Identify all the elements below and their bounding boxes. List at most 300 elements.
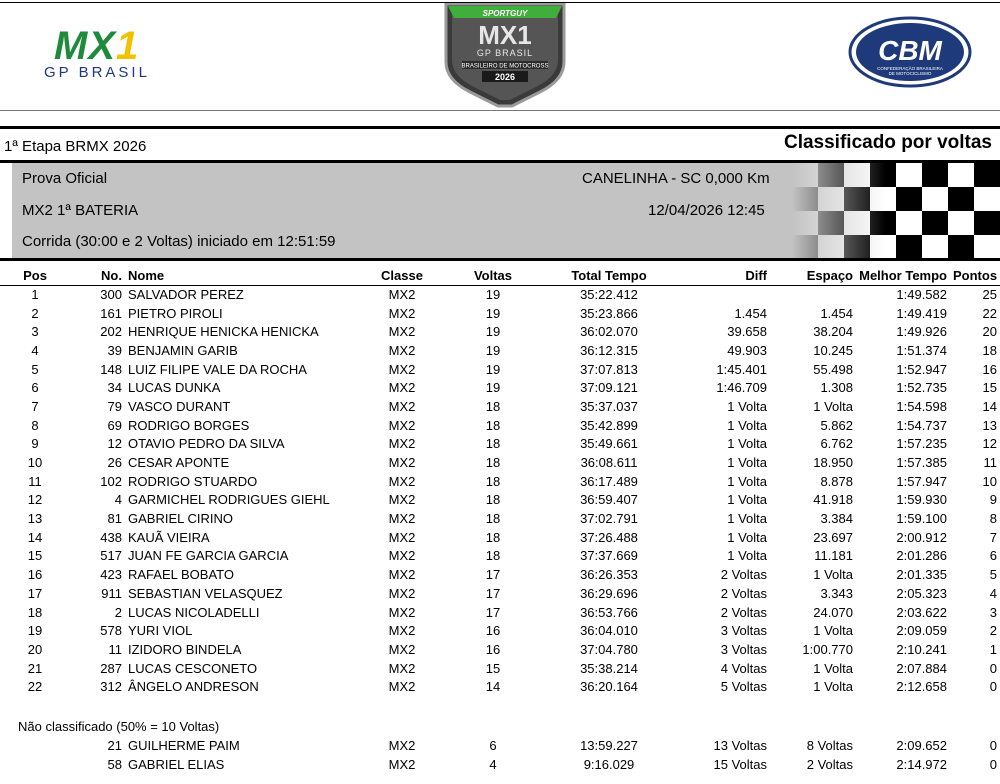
cell-class: MX2: [388, 361, 416, 377]
cell-diff: 3 Voltas: [720, 641, 767, 657]
cell-class: MX2: [388, 398, 416, 414]
cell-laps: 18: [485, 436, 501, 452]
cell-number: 148: [100, 361, 122, 377]
cell-class: MX2: [388, 305, 416, 321]
cell-points: 0: [989, 738, 997, 753]
column-header-best-time: Melhor Tempo: [856, 266, 950, 285]
cell-diff: 49.903: [727, 342, 767, 358]
cell-number: 58: [107, 757, 122, 772]
cell-total-time: 35:37.037: [580, 398, 638, 414]
cell-name: OTAVIO PEDRO DA SILVA: [128, 436, 285, 452]
cell-laps: 14: [485, 679, 501, 695]
cell-laps: 19: [485, 287, 501, 303]
cell-name: KAUÃ VIEIRA: [128, 529, 210, 545]
cell-pos: 2: [31, 305, 39, 321]
cell-total-time: 36:59.407: [580, 492, 638, 508]
cell-diff: 1 Volta: [727, 398, 767, 414]
logo-divider: [0, 110, 1000, 111]
cbm-logo-mark: CBM: [878, 35, 942, 66]
cell-best-time: 2:09.059: [896, 623, 947, 639]
cell-number: 300: [100, 287, 122, 303]
cell-best-time: 1:54.598: [896, 398, 947, 414]
cell-number: 4: [114, 492, 122, 508]
cell-diff: 2 Voltas: [720, 585, 767, 601]
cell-diff: 1 Volta: [727, 455, 767, 471]
cell-points: 12: [982, 436, 997, 452]
table-row: [0, 755, 1000, 774]
cbm-logo-caption2: DE MOTOCICLISMO: [888, 71, 932, 76]
cell-number: 423: [100, 567, 122, 583]
cell-number: 438: [100, 529, 122, 545]
cell-points: 11: [983, 455, 997, 471]
badge-line2-text: BRASILEIRO DE MOTOCROSS: [461, 63, 549, 70]
cell-diff: 1 Volta: [727, 529, 767, 545]
cell-laps: 15: [485, 660, 501, 676]
not-classified-body: [0, 736, 1000, 774]
band-bottom-rule: [0, 258, 1000, 261]
cell-diff: 1 Volta: [727, 436, 767, 452]
cbm-logo-caption1: CONFEDERAÇÃO BRASILEIRA: [877, 66, 943, 71]
cell-name: GARMICHEL RODRIGUES GIEHL: [128, 492, 330, 508]
table-row: [0, 584, 1000, 603]
cell-laps: 16: [485, 641, 501, 657]
table-row: [0, 397, 1000, 416]
cell-class: MX2: [388, 585, 416, 601]
cell-diff: 15 Voltas: [713, 757, 767, 772]
cell-laps: 16: [485, 623, 501, 639]
cell-laps: 18: [485, 417, 501, 433]
table-row: [0, 416, 1000, 435]
column-header-points: Pontos: [950, 266, 1000, 285]
cell-pos: 16: [27, 567, 43, 583]
cell-name: LUIZ FILIPE VALE DA ROCHA: [128, 361, 307, 377]
not-classified-label: Não classificado (50% = 10 Voltas): [18, 719, 220, 734]
cell-best-time: 2:01.286: [896, 548, 947, 564]
mx1-gp-brasil-logo: [40, 24, 190, 84]
cell-points: 0: [989, 757, 997, 772]
cell-class: MX2: [388, 492, 416, 508]
cell-laps: 6: [489, 738, 497, 753]
cell-pos: 5: [31, 361, 39, 377]
cell-diff: 2 Voltas: [720, 567, 767, 583]
cell-laps: 19: [485, 324, 501, 340]
table-row: [0, 491, 1000, 510]
cell-total-time: 36:17.489: [580, 473, 638, 489]
cell-points: 25: [982, 287, 997, 303]
cell-gap: 24.070: [813, 604, 853, 620]
cell-pos: 13: [27, 511, 43, 527]
cell-pos: 20: [27, 641, 43, 657]
cell-best-time: 2:00.912: [896, 529, 947, 545]
cell-total-time: 36:20.164: [580, 679, 638, 695]
cell-gap: 1:00.770: [802, 641, 853, 657]
cell-pos: 17: [27, 585, 43, 601]
cell-class: MX2: [388, 342, 416, 358]
column-header-gap: Espaço: [770, 266, 856, 285]
cell-name: IZIDORO BINDELA: [128, 641, 242, 657]
cell-name: LUCAS DUNKA: [128, 380, 221, 396]
cbm-logo: [848, 16, 972, 88]
cell-class: MX2: [388, 380, 416, 396]
cell-best-time: 1:59.100: [896, 511, 947, 527]
cell-name: GUILHERME PAIM: [128, 738, 240, 753]
cell-laps: 17: [485, 567, 501, 583]
race-info-band: [12, 163, 1000, 258]
logo-row: [0, 0, 1000, 110]
cell-class: MX2: [388, 567, 416, 583]
cell-gap: 23.697: [813, 529, 853, 545]
cell-pos: 21: [27, 660, 43, 676]
cell-name: BENJAMIN GARIB: [128, 342, 238, 358]
table-row: [0, 621, 1000, 640]
mx1-brasileiro-badge-logo: [440, 0, 570, 108]
race-start-info: Corrida (30:00 e 2 Voltas) iniciado em 12:51:59: [22, 233, 336, 250]
cell-points: 13: [982, 417, 997, 433]
cell-pos: 10: [27, 455, 43, 471]
track-name: CANELINHA - SC 0,000 Km: [582, 170, 770, 187]
cell-number: 517: [100, 548, 122, 564]
cell-class: MX2: [388, 436, 416, 452]
badge-year-text: 2026: [494, 72, 516, 82]
cell-pos: 7: [31, 398, 39, 414]
cell-points: 7: [989, 529, 997, 545]
cell-number: 34: [107, 380, 122, 396]
table-row: [0, 659, 1000, 678]
table-row: [0, 360, 1000, 379]
cell-number: 11: [108, 641, 122, 657]
cell-points: 18: [982, 342, 997, 358]
badge-top-text: SPORTGUY: [482, 9, 528, 18]
cell-gap: 6.762: [820, 436, 853, 452]
cell-number: 81: [107, 511, 122, 527]
column-header-pos: Pos: [0, 266, 70, 285]
cell-pos: 1: [31, 287, 39, 303]
badge-line1-text: GP BRASIL: [476, 48, 534, 58]
cell-laps: 19: [485, 361, 501, 377]
cell-gap: 18.950: [813, 455, 853, 471]
cell-name: YURI VIOL: [128, 623, 193, 639]
race-name: MX2 1ª BATERIA: [22, 202, 139, 219]
cell-points: 10: [982, 473, 997, 489]
results-table: [0, 266, 1000, 696]
cell-pos: [0, 736, 70, 755]
table-row: [0, 736, 1000, 755]
cell-diff: 1 Volta: [727, 511, 767, 527]
cell-diff: 13 Voltas: [713, 738, 767, 753]
cell-name: LUCAS NICOLADELLI: [128, 604, 260, 620]
cell-gap: 5.862: [820, 417, 853, 433]
cell-best-time: 2:10.241: [896, 641, 947, 657]
cell-gap: 1 Volta: [813, 567, 853, 583]
cell-total-time: 35:23.866: [580, 305, 638, 321]
cell-best-time: 1:57.385: [896, 455, 947, 471]
cell-best-time: 1:51.374: [896, 342, 947, 358]
top-border: [0, 2, 1000, 3]
cell-name: RAFAEL BOBATO: [128, 567, 234, 583]
cell-class: MX2: [388, 455, 416, 471]
cell-pos: 9: [31, 436, 39, 452]
cell-total-time: 35:42.899: [580, 417, 638, 433]
cell-name: GABRIEL CIRINO: [128, 511, 233, 527]
race-datetime: 12/04/2026 12:45: [648, 202, 765, 219]
cell-pos: 19: [27, 623, 43, 639]
cell-name: PIETRO PIROLI: [128, 305, 223, 321]
table-row: [0, 304, 1000, 323]
cell-laps: 4: [489, 757, 497, 772]
table-row: [0, 453, 1000, 472]
cell-diff: 3 Voltas: [720, 623, 767, 639]
cell-points: 2: [989, 623, 997, 639]
cell-pos: 12: [27, 492, 43, 508]
cell-name: HENRIQUE HENICKA HENICKA: [128, 324, 319, 340]
cell-class: MX2: [388, 287, 416, 303]
cell-total-time: 37:07.813: [580, 361, 638, 377]
table-row: [0, 378, 1000, 397]
cell-total-time: 35:22.412: [580, 287, 638, 303]
cell-diff: 4 Voltas: [720, 660, 767, 676]
not-classified-table: [0, 736, 1000, 774]
cell-diff: 1 Volta: [727, 473, 767, 489]
cell-number: 102: [100, 473, 122, 489]
cell-points: 0: [989, 679, 997, 695]
mx1-logo-subtitle: GP BRASIL: [44, 64, 150, 81]
results-body: [0, 285, 1000, 696]
cell-class: MX2: [388, 417, 416, 433]
cell-gap: 41.918: [813, 492, 853, 508]
cell-best-time: 2:05.323: [896, 585, 947, 601]
cell-gap: 1.454: [820, 305, 853, 321]
cell-class: MX2: [388, 641, 416, 657]
cell-points: 16: [982, 361, 997, 377]
event-title: 1ª Etapa BRMX 2026: [4, 138, 147, 155]
cell-diff: [684, 285, 770, 304]
cell-total-time: 36:53.766: [580, 604, 638, 620]
cell-laps: 18: [485, 548, 501, 564]
cell-best-time: 1:59.930: [896, 492, 947, 508]
cell-best-time: 2:09.652: [896, 738, 947, 753]
cell-diff: 1 Volta: [727, 492, 767, 508]
cell-best-time: 1:54.737: [896, 417, 947, 433]
cell-number: 69: [107, 417, 122, 433]
table-row: [0, 472, 1000, 491]
cell-laps: 19: [485, 380, 501, 396]
cell-pos: 8: [31, 417, 39, 433]
cell-points: 1: [989, 641, 997, 657]
cell-total-time: 36:26.353: [580, 567, 638, 583]
cell-gap: 55.498: [813, 361, 853, 377]
table-row: [0, 640, 1000, 659]
column-header-name: Nome: [125, 266, 352, 285]
cell-gap: 1 Volta: [813, 660, 853, 676]
cell-points: 20: [982, 324, 997, 340]
cell-class: MX2: [388, 660, 416, 676]
cell-laps: 18: [485, 455, 501, 471]
cell-best-time: 1:52.735: [896, 380, 947, 396]
cell-points: 3: [989, 604, 997, 620]
cell-best-time: 2:01.335: [896, 567, 947, 583]
cell-gap: [770, 285, 856, 304]
cell-class: MX2: [388, 529, 416, 545]
cell-laps: 19: [485, 342, 501, 358]
cell-pos: 18: [27, 604, 43, 620]
cell-total-time: 35:49.661: [580, 436, 638, 452]
cell-gap: 8 Voltas: [806, 738, 853, 753]
cell-number: 39: [107, 342, 122, 358]
cell-gap: 1 Volta: [813, 398, 853, 414]
column-header-number: No.: [70, 266, 125, 285]
cell-points: 14: [982, 398, 997, 414]
table-row: [0, 547, 1000, 566]
cell-gap: 2 Voltas: [806, 757, 853, 772]
cell-gap: 1 Volta: [813, 623, 853, 639]
cell-class: MX2: [388, 324, 416, 340]
session-name: Prova Oficial: [22, 170, 108, 187]
cell-class: MX2: [388, 757, 416, 772]
cell-class: MX2: [388, 623, 416, 639]
table-header-row: [0, 266, 1000, 285]
cell-total-time: 9:16.029: [583, 757, 635, 772]
cell-pos: 4: [31, 342, 39, 358]
cell-best-time: 2:03.622: [896, 604, 947, 620]
column-header-laps: Voltas: [452, 266, 534, 285]
cell-number: 312: [100, 679, 122, 695]
cell-total-time: 37:26.488: [580, 529, 638, 545]
cell-total-time: 13:59.227: [580, 738, 638, 753]
cell-number: 2: [114, 604, 122, 620]
cell-pos: [0, 755, 70, 774]
cell-laps: 18: [485, 473, 501, 489]
cell-best-time: 1:57.947: [896, 473, 947, 489]
table-row: [0, 509, 1000, 528]
cell-class: MX2: [388, 511, 416, 527]
cell-pos: 14: [27, 529, 43, 545]
cell-diff: 1:45.401: [716, 361, 767, 377]
cell-name: SEBASTIAN VELASQUEZ: [128, 585, 283, 601]
cell-laps: 17: [485, 604, 501, 620]
cell-best-time: 1:49.582: [896, 287, 947, 303]
cell-number: 21: [107, 738, 122, 753]
mx1-logo-mark: MX1: [54, 24, 140, 68]
cell-gap: 3.384: [820, 511, 853, 527]
cell-diff: 1:46.709: [716, 380, 767, 396]
cell-number: 202: [100, 324, 122, 340]
header-rule: [0, 126, 1000, 129]
cell-best-time: 2:12.658: [896, 679, 947, 695]
cell-number: 287: [100, 660, 122, 676]
cell-diff: 2 Voltas: [720, 604, 767, 620]
cell-class: MX2: [388, 738, 416, 753]
cell-total-time: 36:29.696: [580, 585, 638, 601]
cell-best-time: 1:49.926: [896, 324, 947, 340]
cell-points: 8: [989, 511, 997, 527]
cell-number: 578: [100, 623, 122, 639]
cell-laps: 19: [485, 305, 501, 321]
column-header-total-time: Total Tempo: [534, 266, 684, 285]
cell-diff: 1.454: [734, 305, 767, 321]
cell-total-time: 36:08.611: [580, 455, 638, 471]
table-row: [0, 565, 1000, 584]
table-row: [0, 677, 1000, 696]
cell-pos: 22: [27, 679, 43, 695]
cell-diff: 5 Voltas: [720, 679, 767, 695]
cell-pos: 3: [31, 324, 39, 340]
cell-number: 12: [107, 436, 122, 452]
cell-laps: 17: [485, 585, 501, 601]
cell-laps: 18: [485, 511, 501, 527]
cell-best-time: 1:49.419: [896, 305, 947, 321]
table-row: [0, 528, 1000, 547]
cell-best-time: 2:14.972: [896, 757, 947, 772]
cell-gap: 11.181: [814, 548, 853, 564]
cell-gap: 3.343: [820, 585, 853, 601]
cell-points: 9: [989, 492, 997, 508]
cell-name: RODRIGO STUARDO: [128, 473, 258, 489]
column-header-diff: Diff: [684, 266, 770, 285]
cell-name: LUCAS CESCONETO: [128, 660, 258, 676]
cell-laps: 18: [485, 529, 501, 545]
cell-class: MX2: [388, 548, 416, 564]
cell-name: ÂNGELO ANDRESON: [128, 679, 259, 695]
cell-number: 161: [100, 305, 122, 321]
cell-total-time: 36:04.010: [580, 623, 638, 639]
cell-total-time: 36:02.070: [580, 324, 638, 340]
cell-gap: 38.204: [813, 324, 853, 340]
cell-class: MX2: [388, 679, 416, 695]
cell-gap: 1 Volta: [813, 679, 853, 695]
cell-total-time: 36:12.315: [580, 342, 638, 358]
cell-number: 79: [107, 398, 122, 414]
cell-gap: 8.878: [820, 473, 853, 489]
cell-pos: 15: [27, 548, 43, 564]
cell-diff: 39.658: [727, 324, 767, 340]
cell-total-time: 37:09.121: [580, 380, 638, 396]
cell-points: 5: [989, 567, 997, 583]
cell-name: GABRIEL ELIAS: [128, 757, 225, 772]
cell-pos: 6: [31, 380, 39, 396]
cell-gap: 1.308: [820, 380, 853, 396]
cell-name: SALVADOR PEREZ: [128, 287, 244, 303]
cell-gap: 10.245: [813, 342, 853, 358]
cell-total-time: 37:02.791: [580, 511, 638, 527]
cell-best-time: 1:52.947: [896, 361, 947, 377]
badge-mark-text: MX1: [478, 20, 532, 50]
cell-number: 911: [101, 585, 122, 601]
column-header-class: Classe: [352, 266, 452, 285]
table-row: [0, 603, 1000, 622]
cell-name: CESAR APONTE: [128, 455, 230, 471]
cell-diff: 1 Volta: [727, 548, 767, 564]
cell-class: MX2: [388, 604, 416, 620]
cell-name: VASCO DURANT: [128, 398, 231, 414]
cell-laps: 18: [485, 492, 501, 508]
cell-total-time: 35:38.214: [580, 660, 638, 676]
cell-points: 22: [982, 305, 997, 321]
cell-diff: 1 Volta: [727, 417, 767, 433]
cell-points: 15: [982, 380, 997, 396]
table-row: [0, 341, 1000, 360]
cell-name: RODRIGO BORGES: [128, 417, 250, 433]
cell-points: 4: [989, 585, 997, 601]
classification-title: Classificado por voltas: [783, 132, 992, 153]
table-row: [0, 285, 1000, 304]
cell-laps: 18: [485, 398, 501, 414]
cell-class: MX2: [388, 473, 416, 489]
cell-points: 6: [989, 548, 997, 564]
cell-points: 0: [989, 660, 997, 676]
cell-best-time: 2:07.884: [896, 660, 947, 676]
cell-best-time: 1:57.235: [896, 436, 947, 452]
cell-total-time: 37:37.669: [580, 548, 638, 564]
